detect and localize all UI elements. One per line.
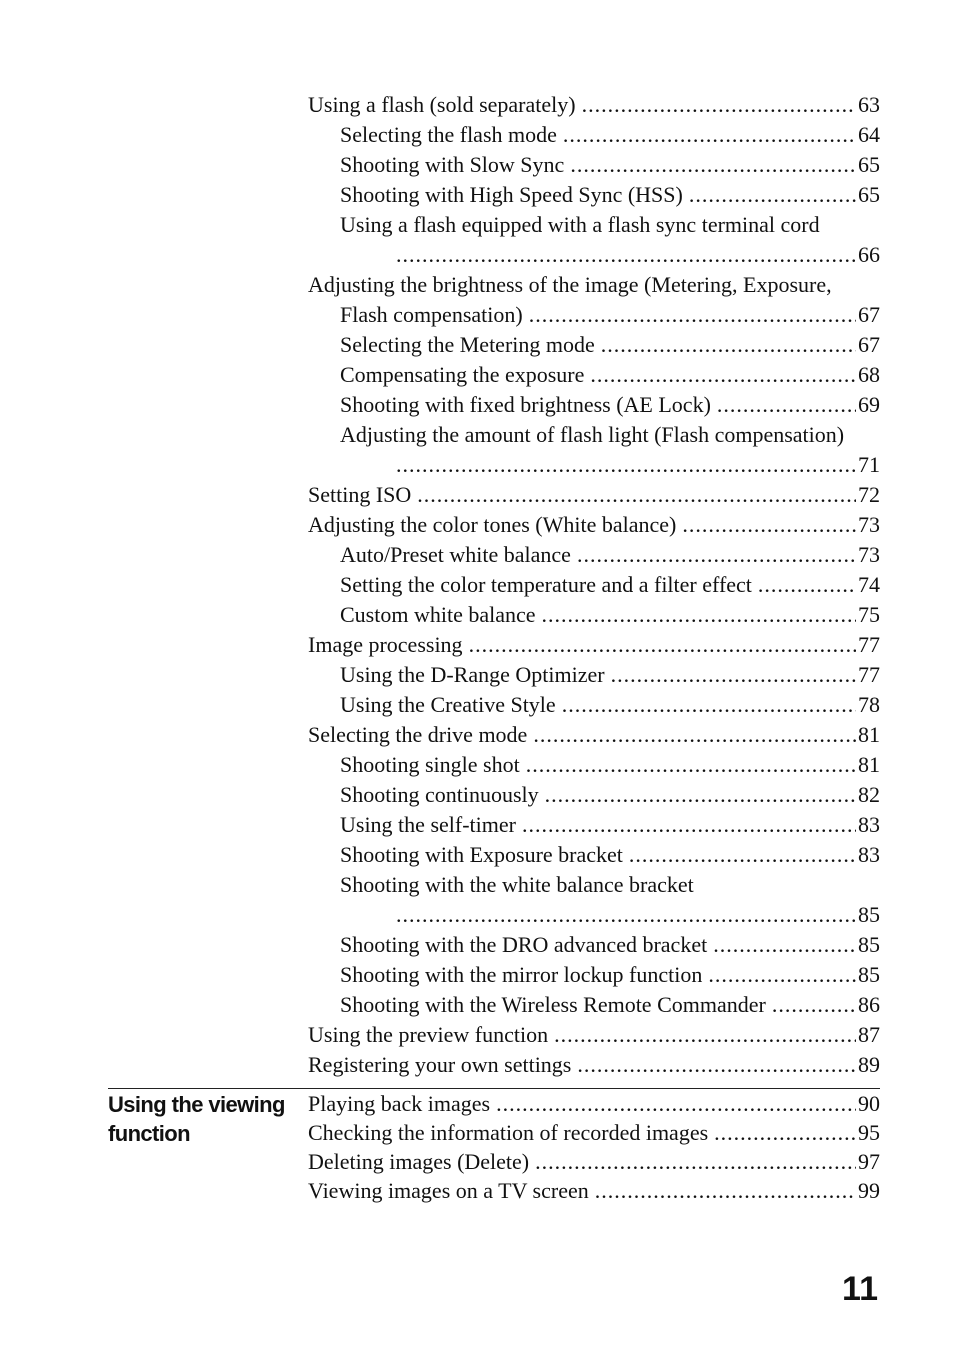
toc-entry[interactable]	[308, 1147, 880, 1176]
toc-entry-page: 87	[858, 1022, 880, 1047]
toc-leader-dots	[708, 960, 856, 990]
toc-entry-title: Shooting single shot	[340, 752, 520, 777]
toc-leader-dots	[496, 1089, 856, 1118]
toc-entry[interactable]	[308, 420, 880, 450]
toc-entry[interactable]	[308, 180, 880, 210]
section-heading	[108, 1090, 298, 1148]
toc-entry-title: Shooting with the white balance bracket	[340, 872, 694, 897]
toc-leader-dots	[601, 330, 856, 360]
toc-entry-page: 65	[858, 182, 880, 207]
toc-entry[interactable]	[308, 810, 880, 840]
toc-entry[interactable]	[308, 630, 880, 660]
toc-entry-page: 83	[858, 812, 880, 837]
toc-leader-dots	[595, 1176, 856, 1205]
toc-leader-dots	[396, 450, 856, 480]
toc-entry-title: Using a flash equipped with a flash sync terminal cord	[340, 212, 820, 237]
toc-entry-title: Using a flash (sold separately)	[308, 92, 576, 117]
toc-leader-dots	[689, 180, 856, 210]
toc-entry[interactable]	[308, 360, 880, 390]
toc-entry[interactable]	[308, 300, 880, 330]
toc-entry[interactable]	[308, 480, 880, 510]
toc-entry-page: 73	[858, 542, 880, 567]
page-number: 11	[842, 1270, 878, 1308]
toc-entry-page: 63	[858, 92, 880, 117]
toc-entry-title: Checking the information of recorded images	[308, 1120, 709, 1145]
toc-entry-page: 69	[858, 392, 880, 417]
toc-entry[interactable]	[308, 1176, 880, 1205]
toc-entry-title: Shooting with the mirror lockup function	[340, 962, 703, 987]
toc-entry[interactable]	[308, 870, 880, 900]
toc-entry-page: 99	[858, 1178, 880, 1203]
toc-entry-title: Custom white balance	[340, 602, 536, 627]
toc-entry-page: 83	[858, 842, 880, 867]
toc-entry-page: 75	[858, 602, 880, 627]
toc-entry-page: 73	[858, 512, 880, 537]
toc-leader-dots	[758, 570, 856, 600]
toc-leader-dots	[533, 720, 856, 750]
toc-entry[interactable]	[308, 930, 880, 960]
toc-entry-title: Selecting the drive mode	[308, 722, 528, 747]
toc-leader-dots	[545, 780, 856, 810]
toc-leader-dots	[563, 120, 856, 150]
toc-entry-title: Shooting with fixed brightness (AE Lock)	[340, 392, 711, 417]
toc-entry-title: Setting the color temperature and a filter effect	[340, 572, 752, 597]
toc-entry[interactable]	[308, 720, 880, 750]
toc-entry-title: Setting ISO	[308, 482, 412, 507]
toc-entry-page: 97	[858, 1149, 880, 1174]
toc-entry-title: Image processing	[308, 632, 463, 657]
toc-entry-title: Shooting continuously	[340, 782, 539, 807]
toc-entry-page: 85	[858, 932, 880, 957]
toc-leader-dots	[772, 990, 856, 1020]
toc-leader-dots	[629, 840, 856, 870]
toc-entry-title: Compensating the exposure	[340, 362, 585, 387]
toc-entry[interactable]	[308, 990, 880, 1020]
toc-entry[interactable]	[308, 1118, 880, 1147]
toc-entry[interactable]	[308, 120, 880, 150]
toc-entry-title: Using the preview function	[308, 1022, 549, 1047]
toc-entry-page: 71	[858, 452, 880, 477]
toc-leader-dots	[396, 900, 856, 930]
toc-entry-page: 66	[858, 242, 880, 267]
toc-leader-dots	[529, 300, 856, 330]
toc-leader-dots	[526, 750, 856, 780]
toc-entry-title: Shooting with Slow Sync	[340, 152, 565, 177]
toc-entry-title: Adjusting the amount of flash light (Flash compensation)	[340, 422, 845, 447]
toc-entry-page: 86	[858, 992, 880, 1017]
toc-entry-page: 65	[858, 152, 880, 177]
toc-entry-page: 67	[858, 332, 880, 357]
toc-entry-title: Shooting with High Speed Sync (HSS)	[340, 182, 683, 207]
toc-entry[interactable]	[308, 1050, 880, 1080]
toc-entry[interactable]	[308, 210, 880, 240]
toc-leader-dots	[682, 510, 856, 540]
toc-entry-page: 85	[858, 962, 880, 987]
toc-entry-title: Shooting with the DRO advanced bracket	[340, 932, 708, 957]
toc-entry-title: Shooting with Exposure bracket	[340, 842, 623, 867]
toc-entry-page: 74	[858, 572, 880, 597]
toc-leader-dots	[577, 1050, 856, 1080]
toc-leader-dots	[570, 150, 856, 180]
toc-entry[interactable]	[308, 840, 880, 870]
toc-entry-title: Using the D-Range Optimizer	[340, 662, 605, 687]
section-heading-line-2: function	[108, 1121, 190, 1146]
toc-entry-page: 72	[858, 482, 880, 507]
toc-entry-title: Shooting with the Wireless Remote Commander	[340, 992, 766, 1017]
toc-entry-page: 67	[858, 302, 880, 327]
toc-entry-page: 68	[858, 362, 880, 387]
toc-leader-dots	[717, 390, 856, 420]
toc-entry-title: Registering your own settings	[308, 1052, 572, 1077]
toc-entry-page: 78	[858, 692, 880, 717]
toc-entry-title: Using the self-timer	[340, 812, 516, 837]
toc-entry[interactable]	[308, 750, 880, 780]
toc-entry[interactable]	[308, 540, 880, 570]
toc-entry[interactable]	[308, 330, 880, 360]
toc-upper-list	[308, 90, 880, 1080]
toc-lower-list	[308, 1089, 880, 1205]
toc-leader-dots	[714, 1118, 856, 1147]
toc-entry[interactable]	[308, 90, 880, 120]
toc-entry-title: Playing back images	[308, 1091, 491, 1116]
toc-entry[interactable]	[308, 600, 880, 630]
toc-entry[interactable]	[308, 1020, 880, 1050]
toc-entry[interactable]	[308, 660, 880, 690]
toc-entry-title: Deleting images (Delete)	[308, 1149, 530, 1174]
toc-entry-page: 77	[858, 632, 880, 657]
toc-entry[interactable]	[308, 960, 880, 990]
toc-entry[interactable]	[308, 690, 880, 720]
toc-leader-dots	[582, 90, 856, 120]
toc-entry-page: 64	[858, 122, 880, 147]
toc-leader-dots	[590, 360, 856, 390]
toc-entry[interactable]	[308, 570, 880, 600]
toc-entry-page: 85	[858, 902, 880, 927]
toc-leader-dots	[535, 1147, 856, 1176]
toc-entry-page: 89	[858, 1052, 880, 1077]
toc-leader-dots	[469, 630, 856, 660]
toc-entry[interactable]	[308, 150, 880, 180]
toc-entry-title: Selecting the Metering mode	[340, 332, 595, 357]
toc-entry-title: Auto/Preset white balance	[340, 542, 571, 567]
toc-entry[interactable]	[308, 780, 880, 810]
toc-leader-dots	[417, 480, 856, 510]
toc-entry-page: 90	[858, 1091, 880, 1116]
toc-leader-dots	[577, 540, 856, 570]
toc-leader-dots	[562, 690, 856, 720]
toc-entry-title: Flash compensation)	[340, 302, 523, 327]
toc-leader-dots	[713, 930, 856, 960]
toc-leader-dots	[396, 240, 856, 270]
toc-entry[interactable]	[308, 900, 880, 930]
toc-entry-title: Using the Creative Style	[340, 692, 556, 717]
toc-entry-page: 81	[858, 722, 880, 747]
toc-entry-page: 82	[858, 782, 880, 807]
toc-entry-title: Adjusting the brightness of the image (Metering, Exposure,	[308, 272, 832, 297]
toc-entry[interactable]	[308, 270, 880, 300]
toc-leader-dots	[542, 600, 856, 630]
toc-entry-page: 77	[858, 662, 880, 687]
toc-entry[interactable]	[308, 390, 880, 420]
toc-entry-title: Selecting the flash mode	[340, 122, 557, 147]
toc-leader-dots	[522, 810, 856, 840]
toc-entry[interactable]	[308, 1089, 880, 1118]
toc-entry-page: 95	[858, 1120, 880, 1145]
toc-entry[interactable]	[308, 450, 880, 480]
toc-entry-title: Adjusting the color tones (White balance)	[308, 512, 677, 537]
section-heading-line-1: Using the viewing	[108, 1092, 285, 1117]
toc-entry[interactable]	[308, 510, 880, 540]
toc-entry-title: Viewing images on a TV screen	[308, 1178, 589, 1203]
toc-entry[interactable]	[308, 240, 880, 270]
toc-leader-dots	[554, 1020, 856, 1050]
toc-entry-page: 81	[858, 752, 880, 777]
toc-leader-dots	[611, 660, 856, 690]
